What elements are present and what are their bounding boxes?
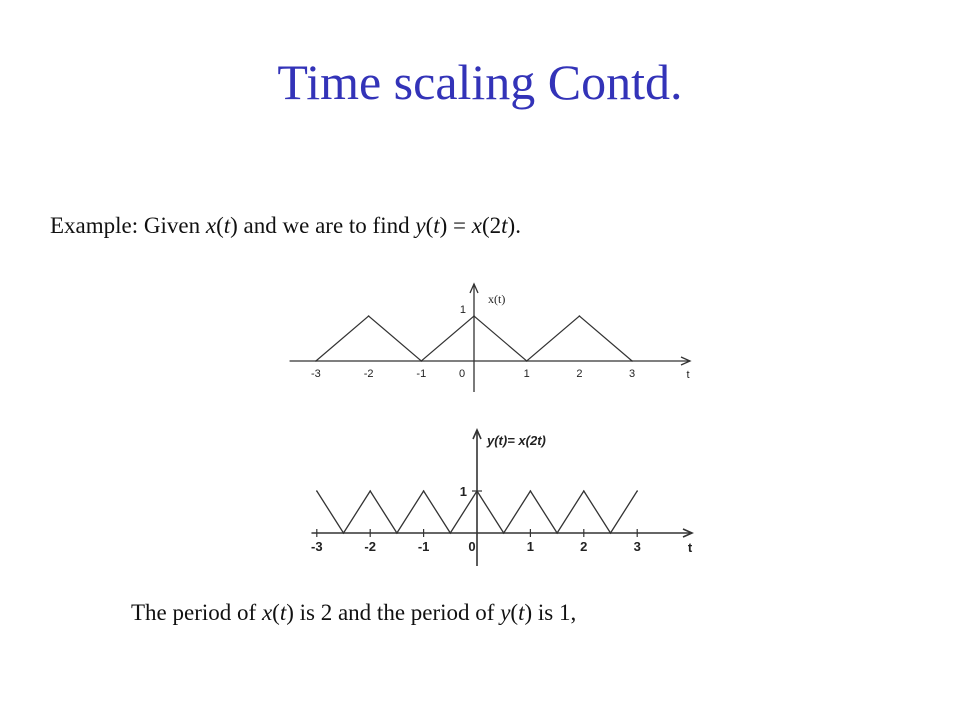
period-text: ) is 1, (524, 600, 577, 625)
data-point (343, 532, 345, 534)
example-text: (2 (481, 213, 502, 238)
period-var-t: t (518, 600, 525, 625)
period-var-x: x (261, 600, 273, 625)
data-point (396, 532, 398, 534)
example-var-x: x (471, 213, 482, 238)
x-tick-label: -3 (311, 368, 321, 380)
x-tick-label: 3 (629, 368, 636, 380)
data-point (368, 315, 370, 317)
plot-y-of-t (311, 430, 693, 566)
period-text: ( (272, 600, 280, 625)
data-point (421, 360, 423, 362)
data-point (450, 532, 452, 534)
example-text: ) and we are to find (230, 213, 416, 238)
x-tick-label: -1 (416, 368, 427, 380)
data-point (503, 532, 505, 534)
slide-title: Time scaling Contd. (277, 54, 683, 110)
x-tick-label: -1 (417, 539, 430, 554)
x-tick-label: 2 (580, 539, 588, 554)
x-tick-label: -2 (363, 368, 374, 380)
period-text: The period of (131, 600, 262, 625)
x-tick-label: 0 (458, 368, 466, 380)
example-text: Example: Given (50, 213, 206, 238)
data-point (530, 490, 532, 492)
x-tick-label: 1 (523, 368, 530, 380)
data-point (369, 490, 371, 492)
x-tick-label: 1 (526, 539, 535, 554)
example-var-t: t (501, 213, 508, 238)
data-point (636, 490, 638, 492)
period-var-t: t (279, 600, 287, 625)
x-axis-label: t (687, 540, 693, 555)
period-text: ( (510, 600, 519, 625)
function-label: y(t)= x(2t) (487, 433, 546, 448)
function-label: x(t) (488, 292, 506, 306)
data-point (526, 360, 528, 362)
example-text: ). (507, 213, 521, 238)
x-tick-label: 3 (633, 539, 641, 554)
example-text: ( (425, 213, 434, 238)
data-point (583, 490, 585, 492)
y-tick-label: 1 (459, 304, 466, 316)
x-tick-label: 0 (468, 539, 476, 554)
x-tick-label: -3 (311, 539, 323, 554)
x-axis-label: t (686, 369, 690, 381)
period-sentence (131, 599, 576, 627)
example-text: ) = (439, 213, 472, 238)
data-point (423, 490, 425, 492)
x-tick-label: -2 (364, 539, 376, 554)
example-var-x: x (205, 213, 217, 238)
period-var-y: y (500, 600, 511, 625)
plot-x-of-t (290, 284, 690, 392)
x-tick-label: 2 (576, 368, 583, 380)
example-var-t: t (223, 213, 231, 238)
data-point (473, 315, 475, 317)
data-point (579, 315, 581, 317)
period-text: ) is 2 and the period of (286, 600, 501, 625)
data-point (315, 360, 317, 362)
data-point (316, 490, 318, 492)
y-tick-label: 1 (459, 484, 467, 499)
example-var-y: y (415, 213, 426, 238)
example-text: ( (216, 213, 224, 238)
data-point (610, 532, 612, 534)
data-point (556, 532, 558, 534)
data-point (631, 360, 633, 362)
example-var-t: t (433, 213, 440, 238)
